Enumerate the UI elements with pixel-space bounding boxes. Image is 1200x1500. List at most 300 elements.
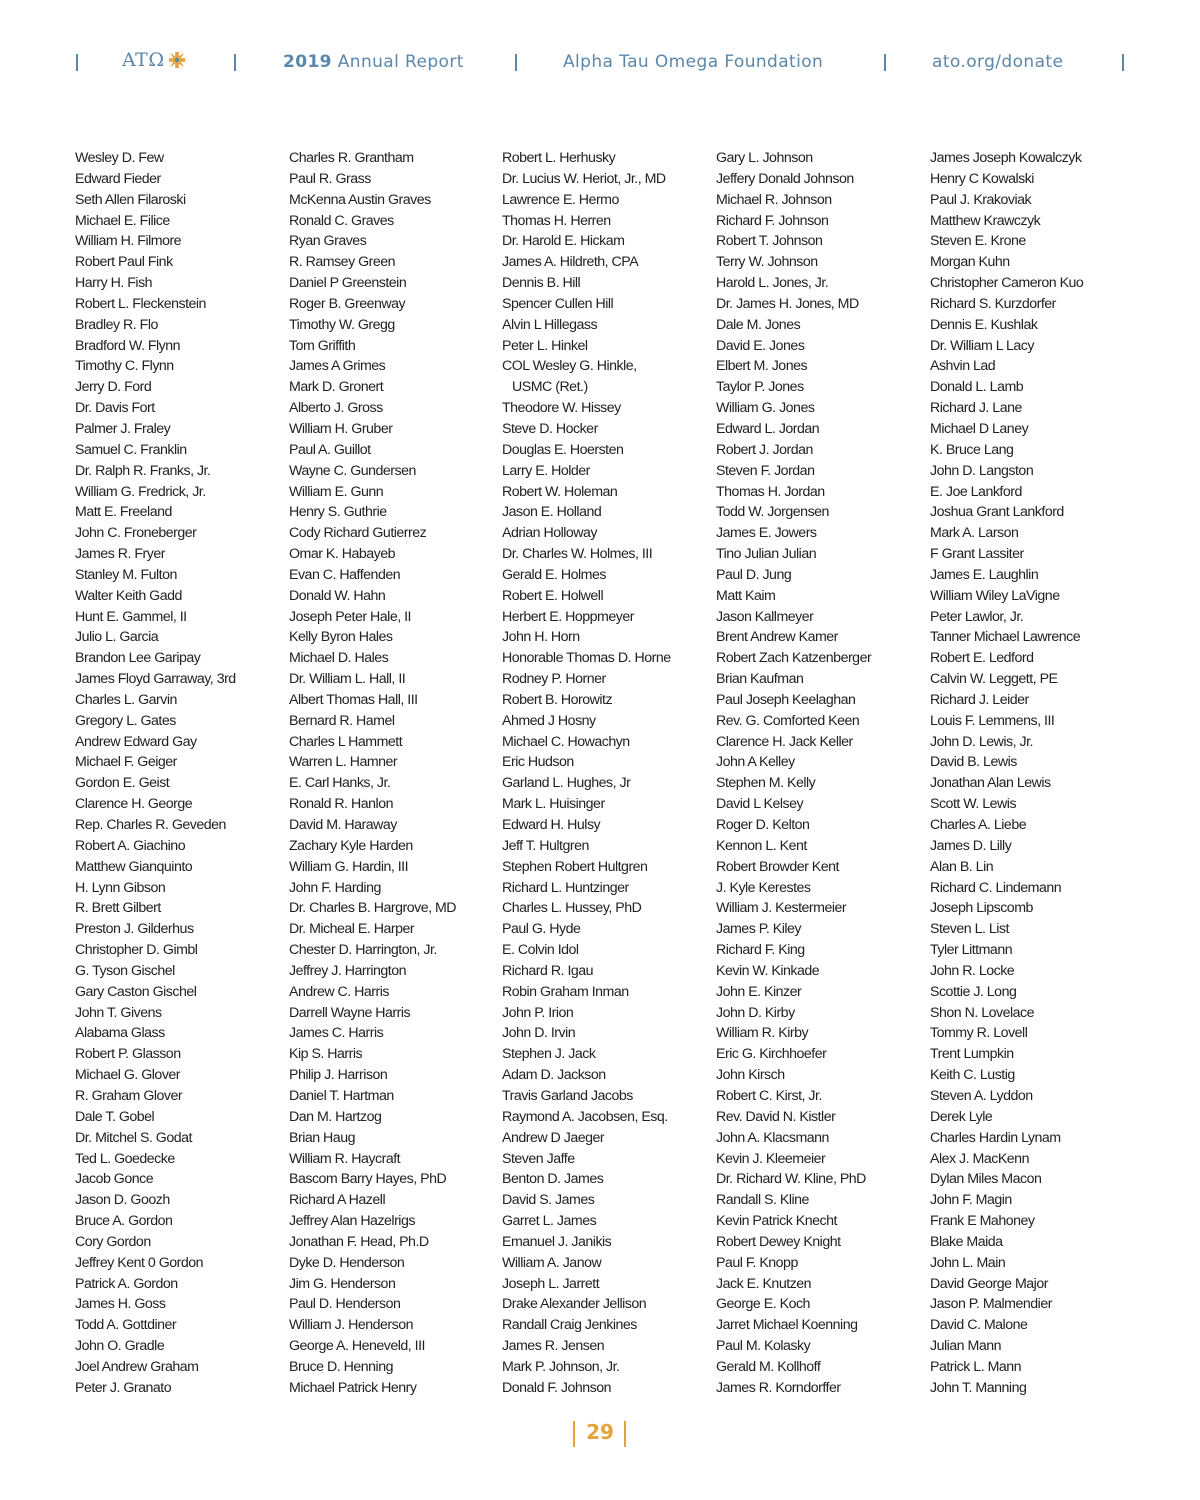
donor-name: Peter L. Hinkel [502, 337, 588, 354]
donor-name: Rep. Charles R. Geveden [75, 817, 226, 833]
donor-name: John T. Givens [75, 1004, 162, 1021]
donor-name: Terry W. Johnson [716, 254, 818, 271]
donor-name: Gary L. Johnson [716, 150, 813, 166]
donor-name: Gary Caston Gischel [75, 983, 197, 1000]
donor-name: James C. Harris [289, 1025, 384, 1042]
donor-name: Michael D Laney [930, 420, 1029, 437]
donor-name: Dr. Richard W. Kline, PhD [716, 1171, 866, 1188]
donor-name: Michael R. Johnson [716, 191, 832, 208]
donor-name: John D. Irvin [502, 1025, 576, 1042]
donor-name: Jim G. Henderson [289, 1275, 396, 1292]
donor-name: Elbert M. Jones [716, 358, 808, 375]
page-number-divider [624, 1421, 626, 1447]
donor-name: Emanuel J. Janikis [502, 1233, 612, 1250]
donor-name: Benton D. James [502, 1171, 604, 1188]
donor-name: Jerry D. Ford [75, 379, 152, 396]
donor-column-5 [930, 148, 1083, 1399]
donor-name: Patrick L. Mann [930, 1358, 1022, 1375]
donor-name: Charles A. Liebe [930, 817, 1027, 833]
donor-name: Dyke D. Henderson [289, 1254, 405, 1271]
donor-name: Thomas H. Herren [502, 212, 611, 229]
donor-name: Stephen J. Jack [502, 1046, 596, 1063]
donor-name: Robert L. Fleckenstein [75, 295, 206, 312]
donor-name: Scott W. Lewis [930, 796, 1017, 813]
donor-column-2 [289, 148, 456, 1399]
donor-name: Cory Gordon [75, 1233, 151, 1250]
donor-name: David E. Jones [716, 337, 805, 354]
page-header [0, 44, 1200, 84]
donor-name: Dr. William L Lacy [930, 337, 1034, 354]
donor-name: John D. Lewis, Jr. [930, 733, 1033, 750]
donor-name: Joel Andrew Graham [75, 1358, 199, 1375]
foundation-name: Alpha Tau Omega Foundation [563, 52, 824, 72]
donor-name: Travis Garland Jacobs [502, 1087, 633, 1104]
donor-name: James Joseph Kowalczyk [930, 150, 1082, 166]
donor-name: Dr. Harold E. Hickam [502, 233, 625, 250]
donor-name: Ronald R. Hanlon [289, 796, 393, 813]
donor-name: John E. Kinzer [716, 983, 802, 1000]
donor-name: Rev. G. Comforted Keen [716, 712, 860, 729]
donor-name: Robert P. Glasson [75, 1046, 181, 1063]
donor-name: James P. Kiley [716, 921, 801, 938]
donor-name: Rev. David N. Kistler [716, 1108, 836, 1125]
donor-name: Jeffrey J. Harrington [289, 962, 406, 979]
donor-name: Todd W. Jorgensen [716, 504, 829, 521]
donor-name: Richard A Hazell [289, 1192, 386, 1209]
donor-name: Richard S. Kurzdorfer [930, 295, 1056, 312]
donor-name: Kevin J. Kleemeier [716, 1150, 826, 1167]
donor-name: Tyler Littmann [930, 942, 1013, 959]
donor-name: McKenna Austin Graves [289, 191, 431, 208]
donor-name: Albert Thomas Hall, III [289, 691, 418, 708]
donor-name: Michael C. Howachyn [502, 733, 630, 750]
donor-name: Harold L. Jones, Jr. [716, 275, 829, 292]
report-title-text: Annual Report [337, 52, 464, 72]
donor-name: Jarret Michael Koenning [716, 1317, 858, 1334]
donor-name: Kip S. Harris [289, 1046, 363, 1063]
donor-name: Jason Kallmeyer [716, 608, 814, 625]
donor-name: Alex J. MacKenn [930, 1150, 1029, 1167]
donor-name: James E. Jowers [716, 525, 817, 542]
donor-name: John P. Irion [502, 1004, 574, 1021]
donor-name: Stephen Robert Hultgren [502, 858, 648, 875]
donor-name: Adam D. Jackson [502, 1067, 606, 1084]
donor-name: Steven Jaffe [502, 1150, 575, 1167]
donor-name: R. Ramsey Green [289, 254, 396, 271]
donor-name: Philip J. Harrison [289, 1067, 388, 1084]
donor-name: William R. Haycraft [289, 1150, 401, 1167]
donor-name: Robert B. Horowitz [502, 691, 613, 708]
donor-name: William J. Henderson [289, 1317, 414, 1334]
donor-name: Hunt E. Gammel, II [75, 608, 187, 625]
donor-name: Daniel P Greenstein [289, 275, 407, 292]
donor-name: Henry C Kowalski [930, 170, 1034, 187]
donor-name: Bascom Barry Hayes, PhD [289, 1171, 447, 1188]
donor-name: Lawrence E. Hermo [502, 191, 619, 208]
donor-name: Trent Lumpkin [930, 1046, 1014, 1063]
donor-name: Robert W. Holeman [502, 483, 618, 500]
donor-name: David L Kelsey [716, 796, 804, 813]
donor-name: Omar K. Habayeb [289, 546, 396, 563]
donor-name: Jeffrey Kent 0 Gordon [75, 1254, 204, 1271]
donor-name: Kennon L. Kent [716, 837, 807, 854]
donor-name: Jeffery Donald Johnson [716, 170, 854, 187]
donor-name: Frank E Mahoney [930, 1213, 1035, 1230]
donor-name: Dylan Miles Macon [930, 1171, 1042, 1188]
header-divider [76, 54, 78, 71]
donor-name: John D. Langston [930, 462, 1034, 479]
donor-name: Taylor P. Jones [716, 379, 804, 396]
donor-name: Robin Graham Inman [502, 983, 629, 1000]
donor-name: Michael E. Filice [75, 212, 170, 229]
donor-name: Preston J. Gilderhus [75, 921, 194, 938]
donor-name: Steven E. Krone [930, 233, 1026, 250]
donor-name: Clarence H. Jack Keller [716, 733, 853, 750]
donor-name: James R. Korndorffer [716, 1379, 841, 1396]
donor-name: John C. Froneberger [75, 525, 197, 542]
donor-name: Gordon E. Geist [75, 775, 170, 792]
donor-name: Dr. Mitchel S. Godat [75, 1129, 192, 1146]
donor-name: Charles L. Garvin [75, 691, 177, 708]
donor-name: James D. Lilly [930, 837, 1012, 854]
maltese-cross-icon [168, 51, 186, 69]
donor-name: Alberto J. Gross [289, 400, 383, 417]
donor-name: Dr. Charles B. Hargrove, MD [289, 900, 457, 917]
donor-name: Harry H. Fish [75, 275, 153, 292]
donor-name: William E. Gunn [289, 483, 384, 500]
donor-name: David M. Haraway [289, 817, 397, 833]
donor-name: Richard F. Johnson [716, 212, 829, 229]
donor-name: John A. Klacsmann [716, 1129, 829, 1146]
donor-name: Dr. James H. Jones, MD [716, 295, 859, 312]
donor-name: Palmer J. Fraley [75, 420, 171, 437]
donor-name: Wayne C. Gundersen [289, 462, 416, 479]
donor-name: Gerald M. Kollhoff [716, 1358, 821, 1375]
donor-name: Michael F. Geiger [75, 754, 177, 771]
donor-name: Brent Andrew Kamer [716, 629, 838, 646]
donor-name: Timothy C. Flynn [75, 358, 174, 375]
donor-name: Mark A. Larson [930, 525, 1019, 542]
donor-name: William A. Janow [502, 1254, 602, 1271]
donor-name: Charles R. Grantham [289, 150, 414, 166]
donor-name: Dr. Lucius W. Heriot, Jr., MD [502, 170, 666, 187]
donor-name: Matthew Krawczyk [930, 212, 1041, 229]
donor-name: Robert Paul Fink [75, 254, 173, 271]
donor-name: Christopher Cameron Kuo [930, 275, 1084, 292]
donor-name: Ted L. Goedecke [75, 1150, 175, 1167]
donor-name: Kevin Patrick Knecht [716, 1213, 837, 1230]
donor-name: Jack E. Knutzen [716, 1275, 812, 1292]
donor-name: Peter J. Granato [75, 1379, 172, 1396]
donor-name: Paul M. Kolasky [716, 1338, 811, 1355]
donor-name: James E. Laughlin [930, 566, 1039, 583]
donor-name: Tino Julian Julian [716, 546, 817, 563]
donor-name: Charles Hardin Lynam [930, 1129, 1061, 1146]
donor-name: Donald F. Johnson [502, 1379, 612, 1396]
donor-name: Warren L. Hamner [289, 754, 398, 771]
donor-name: Dr. Charles W. Holmes, III [502, 546, 653, 563]
donor-name: Jacob Gonce [75, 1171, 154, 1188]
donor-column-1 [75, 148, 236, 1399]
header-divider [234, 54, 236, 71]
donor-name: Richard J. Lane [930, 400, 1022, 417]
donor-name: Scottie J. Long [930, 983, 1017, 1000]
donor-name: Mark P. Johnson, Jr. [502, 1358, 620, 1375]
donor-name: Tom Griffith [289, 337, 356, 354]
donor-name: Andrew D Jaeger [502, 1129, 605, 1146]
donor-name: Chester D. Harrington, Jr. [289, 942, 437, 959]
donor-name: Joseph L. Jarrett [502, 1275, 600, 1292]
donor-name: Eric G. Kirchhoefer [716, 1046, 827, 1063]
donor-name: F Grant Lassiter [930, 546, 1024, 563]
donor-name: Robert J. Jordan [716, 441, 813, 458]
donor-name: Dr. Davis Fort [75, 400, 155, 417]
donor-name: John T. Manning [930, 1379, 1027, 1396]
donor-name: Herbert E. Hoppmeyer [502, 608, 634, 625]
donor-name: Tanner Michael Lawrence [930, 629, 1081, 646]
donor-name: Paul Joseph Keelaghan [716, 691, 856, 708]
donor-name: H. Lynn Gibson [75, 879, 166, 896]
donor-name: William G. Hardin, III [289, 858, 409, 875]
donor-name: Drake Alexander Jellison [502, 1296, 647, 1313]
donor-name: John H. Horn [502, 629, 580, 646]
donor-name: Jason E. Holland [502, 504, 602, 521]
donor-name: Steven L. List [930, 921, 1009, 938]
donor-name: Jeff T. Hultgren [502, 837, 589, 854]
donor-name: Bradley R. Flo [75, 316, 158, 333]
donor-name: J. Kyle Kerestes [716, 879, 811, 896]
donor-name: Robert E. Holwell [502, 587, 604, 604]
donor-name: Raymond A. Jacobsen, Esq. [502, 1108, 668, 1125]
donor-name: Robert Dewey Knight [716, 1233, 841, 1250]
donor-name: Bruce A. Gordon [75, 1213, 173, 1230]
donor-name: Clarence H. George [75, 796, 193, 813]
donor-name: David George Major [930, 1275, 1048, 1292]
donor-name: Roger B. Greenway [289, 295, 406, 312]
donor-name: Robert E. Ledford [930, 650, 1034, 667]
donor-name: Paul J. Krakoviak [930, 191, 1032, 208]
donor-name: Paul D. Henderson [289, 1296, 401, 1313]
donor-name: Evan C. Haffenden [289, 566, 401, 583]
donor-name: Peter Lawlor, Jr. [930, 608, 1024, 625]
donate-link[interactable]: ato.org/donate [932, 52, 1064, 72]
donor-name: David C. Malone [930, 1317, 1028, 1334]
donor-name: Eric Hudson [502, 754, 574, 771]
donor-name: Dennis B. Hill [502, 275, 581, 292]
donor-name: Kelly Byron Hales [289, 629, 393, 646]
page-number: 29 [586, 1420, 614, 1444]
donor-name: Garret L. James [502, 1213, 597, 1230]
donor-name: James R. Jensen [502, 1338, 605, 1355]
donor-name: Stanley M. Fulton [75, 566, 177, 583]
donor-name: Thomas H. Jordan [716, 483, 825, 500]
donor-name: John F. Harding [289, 879, 381, 896]
donor-name: Roger D. Kelton [716, 817, 810, 833]
donor-name: Paul F. Knopp [716, 1254, 798, 1271]
donor-column-4 [716, 148, 871, 1399]
donor-name: Matt E. Freeland [75, 504, 172, 521]
donor-name: Charles L Hammett [289, 733, 403, 750]
donor-name: Wesley D. Few [75, 150, 164, 166]
donor-name: Gerald E. Holmes [502, 566, 606, 583]
donor-name: Stephen M. Kelly [716, 775, 816, 792]
donor-name: Jeffrey Alan Hazelrigs [289, 1213, 415, 1230]
donor-name: Dan M. Hartzog [289, 1108, 382, 1125]
donor-name: Steven F. Jordan [716, 462, 815, 479]
donor-name: Julian Mann [930, 1338, 1002, 1355]
donor-name: Timothy W. Gregg [289, 316, 395, 333]
donor-name: Randall S. Kline [716, 1192, 809, 1209]
donor-name: Brian Kaufman [716, 671, 804, 688]
donor-name: Theodore W. Hissey [502, 400, 621, 417]
donor-name: Ashvin Lad [930, 358, 996, 375]
donor-name: Shon N. Lovelace [930, 1004, 1034, 1021]
donor-name: Robert C. Kirst, Jr. [716, 1087, 822, 1104]
donor-name: Ryan Graves [289, 233, 367, 250]
donor-name: David B. Lewis [930, 754, 1017, 771]
donor-name: Michael Patrick Henry [289, 1379, 417, 1396]
donor-name: John A Kelley [716, 754, 795, 771]
donor-name: Jonathan F. Head, Ph.D [289, 1233, 429, 1250]
donor-name: Donald L. Lamb [930, 379, 1024, 396]
donor-name: George E. Koch [716, 1296, 810, 1313]
donor-name: John O. Gradle [75, 1338, 165, 1355]
donor-name: Paul A. Guillot [289, 441, 371, 458]
donor-name: James H. Goss [75, 1296, 166, 1313]
donor-name: Richard L. Huntzinger [502, 879, 629, 896]
donor-name: E. Colvin Idol [502, 942, 579, 959]
donor-name: Darrell Wayne Harris [289, 1004, 411, 1021]
report-year: 2019 [283, 52, 332, 72]
donor-name: John Kirsch [716, 1067, 785, 1084]
donor-name: Alabama Glass [75, 1025, 165, 1042]
donor-name: Alan B. Lin [930, 858, 994, 875]
donor-name: Richard F. King [716, 942, 805, 959]
donor-name: John D. Kirby [716, 1004, 795, 1021]
donor-name: Matthew Gianquinto [75, 858, 193, 875]
donor-name: Edward Fieder [75, 170, 161, 187]
donor-name: Dale T. Gobel [75, 1108, 155, 1125]
donor-name: Keith C. Lustig [930, 1067, 1015, 1084]
donor-name: Robert Browder Kent [716, 858, 839, 875]
donor-name: Zachary Kyle Harden [289, 837, 413, 854]
donor-name: David S. James [502, 1192, 595, 1209]
donor-name: Samuel C. Franklin [75, 441, 187, 458]
donor-name: George A. Heneveld, III [289, 1338, 425, 1355]
donor-name: Paul D. Jung [716, 566, 792, 583]
donor-name: Brandon Lee Garipay [75, 650, 201, 667]
donor-name: G. Tyson Gischel [75, 962, 175, 979]
donor-name: Gregory L. Gates [75, 712, 176, 729]
donor-name: Charles L. Hussey, PhD [502, 900, 642, 917]
donor-name: Adrian Holloway [502, 525, 598, 542]
donor-name: Matt Kaim [716, 587, 776, 604]
donor-name: Steven A. Lyddon [930, 1087, 1033, 1104]
donor-name: John F. Magin [930, 1192, 1012, 1209]
header-divider [1122, 54, 1124, 71]
donor-name: Edward L. Jordan [716, 420, 820, 437]
donor-name: John L. Main [930, 1254, 1006, 1271]
report-title [283, 52, 464, 72]
donor-name: E. Carl Hanks, Jr. [289, 775, 391, 792]
donor-name: Christopher D. Gimbl [75, 942, 198, 959]
donor-name: Jason D. Goozh [75, 1192, 170, 1209]
donor-name: USMC (Ret.) [512, 379, 588, 396]
donor-name: Daniel T. Hartman [289, 1087, 394, 1104]
donor-name: James R. Fryer [75, 546, 165, 563]
donor-name: Michael D. Hales [289, 650, 389, 667]
donor-name: Blake Maida [930, 1233, 1003, 1250]
donor-name: E. Joe Lankford [930, 483, 1022, 500]
donor-name: Dr. Ralph R. Franks, Jr. [75, 462, 211, 479]
donor-name: Seth Allen Filaroski [75, 191, 186, 208]
donor-name: R. Graham Glover [75, 1087, 183, 1104]
donor-name: Richard J. Leider [930, 691, 1029, 708]
donor-name: Cody Richard Gutierrez [289, 525, 427, 542]
donor-name: William R. Kirby [716, 1025, 809, 1042]
donor-name: William J. Kestermeier [716, 900, 847, 917]
donor-name: Paul R. Grass [289, 170, 371, 187]
donor-name: Michael G. Glover [75, 1067, 181, 1084]
donor-name: Robert A. Giachino [75, 837, 186, 854]
donor-name: Walter Keith Gadd [75, 587, 182, 604]
donor-name: Bradford W. Flynn [75, 337, 181, 354]
donor-name: Brian Haug [289, 1129, 355, 1146]
donor-name: Jason P. Malmendier [930, 1296, 1052, 1313]
donor-name: Donald W. Hahn [289, 587, 386, 604]
donor-name: R. Brett Gilbert [75, 900, 161, 917]
donor-name: Andrew C. Harris [289, 983, 390, 1000]
donor-name: Spencer Cullen Hill [502, 295, 614, 312]
donor-name: Joshua Grant Lankford [930, 504, 1064, 521]
donor-name: William H. Filmore [75, 233, 182, 250]
donor-name: Robert Zach Katzenberger [716, 650, 872, 667]
donor-name: Garland L. Hughes, Jr [502, 775, 631, 792]
donor-name: Henry S. Guthrie [289, 504, 387, 521]
donor-name: Julio L. Garcia [75, 629, 159, 646]
donor-name: Calvin W. Leggett, PE [930, 671, 1058, 688]
donor-name: Edward H. Hulsy [502, 817, 601, 833]
donor-name: Honorable Thomas D. Horne [502, 650, 671, 667]
donor-name: William G. Fredrick, Jr. [75, 483, 206, 500]
donor-name: K. Bruce Lang [930, 441, 1014, 458]
donor-name: Derek Lyle [930, 1108, 993, 1125]
donor-name: Rodney P. Horner [502, 671, 606, 688]
donor-name: Bruce D. Henning [289, 1358, 393, 1375]
donor-name: Joseph Lipscomb [930, 900, 1033, 917]
donor-name: Andrew Edward Gay [75, 733, 197, 750]
donor-name: William G. Jones [716, 400, 815, 417]
donor-name: Paul G. Hyde [502, 921, 581, 938]
donor-name: Dr. William L. Hall, II [289, 671, 406, 688]
donor-name: Larry E. Holder [502, 462, 590, 479]
donor-name: Patrick A. Gordon [75, 1275, 178, 1292]
donor-column-3 [502, 148, 671, 1399]
donor-list [0, 148, 1200, 1408]
donor-name: Richard R. Igau [502, 962, 594, 979]
donor-name: James A Grimes [289, 358, 386, 375]
donor-name: Jonathan Alan Lewis [930, 775, 1051, 792]
donor-name: Dennis E. Kushlak [930, 316, 1038, 333]
donor-name: Bernard R. Hamel [289, 712, 395, 729]
donor-name: William Wiley LaVigne [930, 587, 1060, 604]
donor-name: Ronald C. Graves [289, 212, 394, 229]
ato-logo [122, 49, 186, 71]
donor-name: COL Wesley G. Hinkle, [502, 358, 637, 375]
donor-name: Tommy R. Lovell [930, 1025, 1028, 1042]
donor-name: Mark L. Huisinger [502, 796, 605, 813]
donor-name: Robert L. Herhusky [502, 150, 616, 166]
